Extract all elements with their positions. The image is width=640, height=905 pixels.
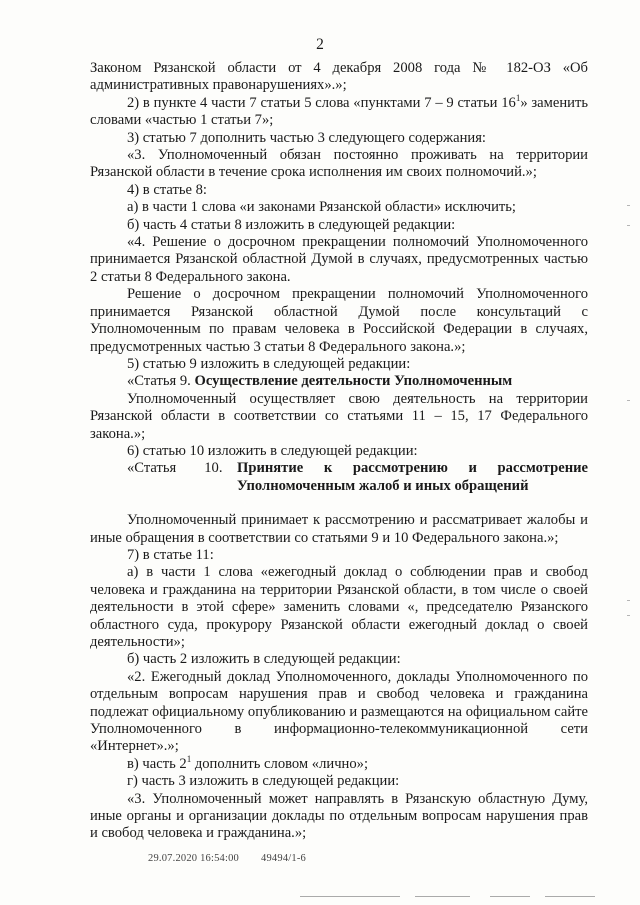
scan-artifact <box>627 205 630 206</box>
print-timestamp: 29.07.2020 16:54:00 <box>148 853 240 864</box>
paragraph: а) в части 1 слова «и законами Рязанской области» исключить; <box>127 199 516 216</box>
article-10-heading: «Статья 10. Принятие к рассмотрению и рассмотрение Уполномоченным жалоб и иных обращений <box>127 460 588 494</box>
paragraph: «3. Уполномоченный обязан постоянно проживать на территории Рязанской области в течение срока исполнения им своих полномочий.»; <box>90 147 588 181</box>
paragraph: Уполномоченный принимает к рассмотрению и рассматривает жалобы и иные обращения в соответствии со статьями 9 и 10 Федерального закона.»; <box>90 512 588 546</box>
paragraph: Решение о досрочном прекращении полномочий Уполномоченного принимается Рязанской областной Думой после консультаций с Уполномоченным по правам человека в Российской Федерации в случаях, предусмотренных частью 3 статьи 8 Федерального закона.»; <box>90 286 588 355</box>
paragraph: Уполномоченный осуществляет свою деятельность на территории Рязанской области в соответствии со статьями 11 – 15, 17 Федерального закона.»; <box>90 390 588 442</box>
paragraph: б) часть 4 статьи 8 изложить в следующей редакции: <box>127 216 456 233</box>
paragraph: «4. Решение о досрочном прекращении полномочий Уполномоченного принимается Рязанской областной Думой в случаях, предусмотренных частью 2 статьи 8 Федерального закона. <box>90 234 588 285</box>
paragraph: «3. Уполномоченный может направлять в Рязанскую областную Думу, иные органы и организации доклады по отдельным вопросам нарушения прав и свобод человека и гражданина.»; <box>90 790 588 842</box>
scan-artifact <box>627 615 630 616</box>
paragraph: 2) в пункте 4 части 7 статьи 5 слова «пунктами 7 – 9 статьи $16^1$» заменить словами «частью 1 статьи 7»; <box>90 92 588 129</box>
paragraph: 5) статью 9 изложить в следующей редакции: <box>127 355 411 372</box>
scan-artifact <box>627 225 630 226</box>
paragraph: а) в части 1 слова «ежегодный доклад о соблюдении прав и свобод человека и гражданина на территории Рязанской области, в том числе о своей деятельности в этой сфере» заменить словами «, председателю Рязанского областного суда, прокурору Рязанской области ежегодный доклад о своей деятельности»; <box>90 564 588 650</box>
scan-artifact <box>300 896 400 897</box>
paragraph: в) часть $2^1$ дополнить словом «лично»; <box>127 753 368 772</box>
paragraph: «2. Ежегодный доклад Уполномоченного, доклады Уполномоченного по отдельным вопросам нарушения прав и свобод человека и гражданина подлежат официальному опубликованию и размещаются на официальном сайте Уполномоченного в информационно-телекоммуникационной сети «Интернет».»; <box>90 668 588 755</box>
paragraph: 4) в статье 8: <box>127 181 207 198</box>
scan-artifact <box>415 896 470 897</box>
scan-artifact <box>627 400 630 401</box>
article-9-heading: «Статья 9. Осуществление деятельности Уполномоченным <box>127 373 513 390</box>
paragraph: 7) в статье 11: <box>127 546 214 563</box>
page-number: 2 <box>316 36 324 53</box>
paragraph: г) часть 3 изложить в следующей редакции: <box>127 773 400 790</box>
scan-artifact <box>545 896 595 897</box>
scan-artifact <box>490 896 530 897</box>
scan-artifact <box>627 600 630 601</box>
document-body <box>90 60 588 843</box>
paragraph: 6) статью 10 изложить в следующей редакции: <box>127 442 418 459</box>
print-footer <box>148 853 306 864</box>
paragraph: Законом Рязанской области от 4 декабря 2008 года № 182-ОЗ «Об административных правонарушениях».»; <box>90 60 588 94</box>
paragraph: 3) статью 7 дополнить частью 3 следующего содержания: <box>127 129 486 146</box>
paragraph: б) часть 2 изложить в следующей редакции: <box>127 651 401 668</box>
document-code: 49494/1-6 <box>261 853 306 864</box>
